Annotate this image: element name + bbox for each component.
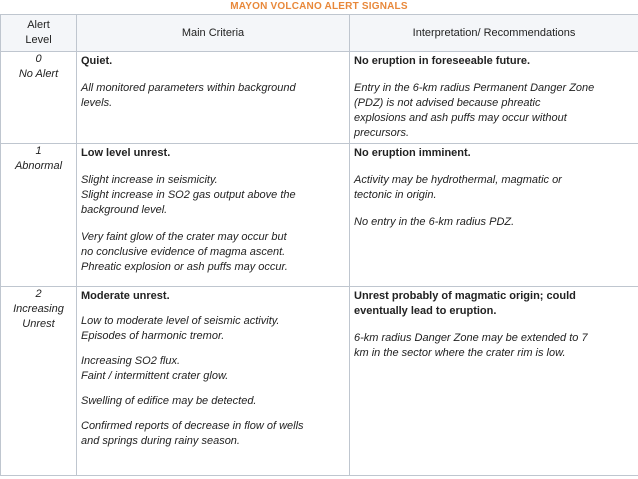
criteria-text: levels. (81, 97, 113, 109)
interpretation-text: Activity may be hydrothermal, magmatic or (354, 174, 562, 186)
criteria-cell (77, 287, 350, 476)
criteria-text: Confirmed reports of decrease in flow of wells (81, 420, 304, 432)
interpretation-heading: eventually lead to eruption. (354, 305, 497, 317)
alert-level-number: 2 (35, 288, 42, 300)
criteria-cell (77, 144, 350, 287)
criteria-text: background level. (81, 204, 168, 216)
interpretation-text: explosions and ash puffs may occur without (354, 112, 567, 124)
table-row (1, 52, 638, 144)
criteria-text: All monitored parameters within background (81, 82, 296, 94)
criteria-text: Episodes of harmonic tremor. (81, 330, 225, 342)
criteria-heading: Moderate unrest. (81, 290, 170, 302)
criteria-text: and springs during rainy season. (81, 435, 240, 447)
criteria-text: Swelling of edifice may be detected. (81, 395, 257, 407)
table-row (1, 287, 638, 476)
interpretation-cell (350, 144, 638, 287)
criteria-cell (77, 52, 350, 144)
interpretation-text: km in the sector where the crater rim is low. (354, 347, 566, 359)
alert-signals-table (0, 14, 638, 476)
criteria-heading: Low level unrest. (81, 147, 171, 159)
interpretation-text: Entry in the 6-km radius Permanent Danger Zone (354, 82, 595, 94)
interpretation-heading: No eruption in foreseeable future. (354, 55, 531, 67)
interpretation-text: No entry in the 6-km radius PDZ. (354, 216, 515, 228)
header-main-criteria: Main Criteria (77, 15, 350, 52)
criteria-text: no conclusive evidence of magma ascent. (81, 246, 286, 258)
criteria-text: Very faint glow of the crater may occur but (81, 231, 287, 243)
alert-level-name: Increasing (13, 303, 64, 315)
alert-level-cell (1, 52, 77, 144)
criteria-text: Low to moderate level of seismic activity. (81, 315, 280, 327)
criteria-heading: Quiet. (81, 55, 113, 67)
alert-level-number: 0 (35, 53, 42, 65)
criteria-text: Increasing SO2 flux. (81, 355, 181, 367)
alert-level-name: Abnormal (14, 160, 63, 172)
interpretation-heading: Unrest probably of magmatic origin; could (354, 290, 576, 302)
criteria-text: Faint / intermittent crater glow. (81, 370, 229, 382)
interpretation-text: precursors. (354, 127, 410, 139)
table-header-row (1, 15, 638, 52)
interpretation-text: (PDZ) is not advised because phreatic (354, 97, 541, 109)
alert-level-cell (1, 144, 77, 287)
page-title: MAYON VOLCANO ALERT SIGNALS (230, 1, 408, 12)
header-alert-level-line1: Alert (27, 19, 50, 31)
criteria-text: Slight increase in seismicity. (81, 174, 218, 186)
header-interpretation: Interpretation/ Recommendations (350, 15, 638, 52)
interpretation-text: 6-km radius Danger Zone may be extended to 7 (354, 332, 588, 344)
alert-level-name: No Alert (18, 68, 59, 80)
alert-level-name: Unrest (22, 318, 55, 330)
header-alert-level-line2: Level (25, 34, 52, 46)
criteria-text: Phreatic explosion or ash puffs may occur. (81, 261, 288, 273)
interpretation-heading: No eruption imminent. (354, 147, 471, 159)
alert-level-cell (1, 287, 77, 476)
alert-level-number: 1 (35, 145, 42, 157)
criteria-text: Slight increase in SO2 gas output above the (81, 189, 296, 201)
interpretation-cell (350, 287, 638, 476)
interpretation-cell (350, 52, 638, 144)
header-alert-level (1, 15, 77, 52)
table-row (1, 144, 638, 287)
interpretation-text: tectonic in origin. (354, 189, 437, 201)
